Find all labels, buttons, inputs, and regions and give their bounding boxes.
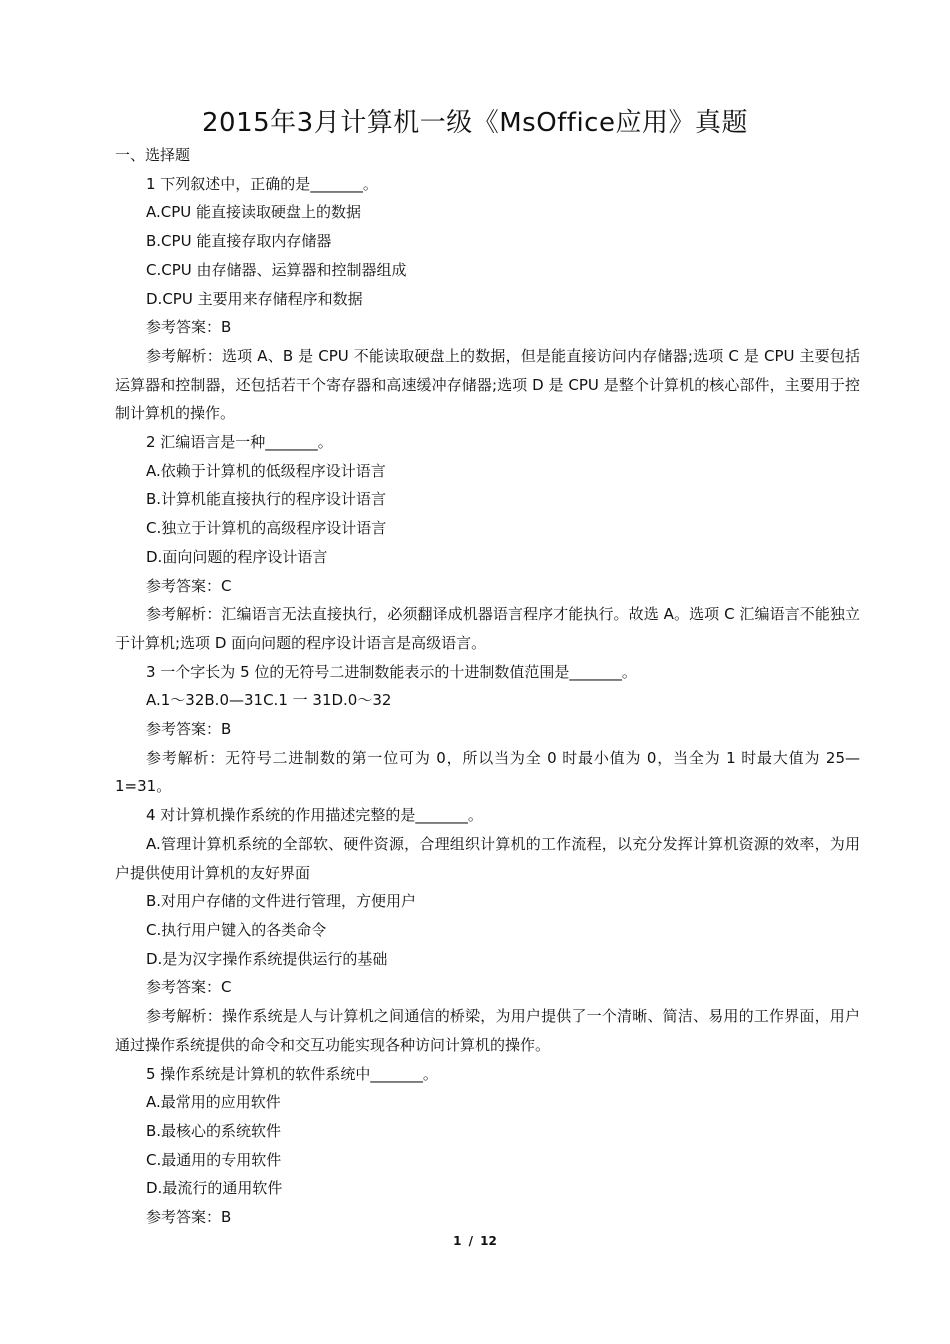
question-2-answer: 参考答案：C [146, 576, 232, 595]
question-2-option-d: D.面向问题的程序设计语言 [146, 547, 328, 566]
question-1-option-c: C.CPU 由存储器、运算器和控制器组成 [146, 260, 407, 279]
question-4-option-a: A.管理计算机系统的全部软、硬件资源，合理组织计算机的工作流程，以充分发挥计算机资源的效率，为用户提供使用计算机的友好界面 [115, 834, 860, 882]
question-4-option-d: D.是为汉字操作系统提供运行的基础 [146, 949, 388, 968]
question-1-option-a: A.CPU 能直接读取硬盘上的数据 [146, 203, 362, 222]
question-2-stem: 2 汇编语言是一种_______。 [146, 433, 333, 452]
document-body [115, 141, 860, 1232]
section-heading: 一、选择题 [115, 146, 191, 164]
question-1-option-d: D.CPU 主要用来存储程序和数据 [146, 289, 363, 308]
question-4-option-b: B.对用户存储的文件进行管理，方便用户 [146, 892, 417, 911]
question-3-answer: 参考答案：B [146, 720, 232, 739]
question-1-stem: 1 下列叙述中，正确的是_______。 [146, 174, 378, 193]
question-3-options: A.1～32B.0—31C.1 一 31D.0～32 [146, 691, 392, 710]
question-3-stem: 3 一个字长为 5 位的无符号二进制数能表示的十进制数值范围是_______。 [146, 662, 637, 681]
question-2-option-c: C.独立于计算机的高级程序设计语言 [146, 519, 387, 538]
question-5-answer: 参考答案：B [146, 1208, 232, 1227]
question-5-option-a: A.最常用的应用软件 [146, 1093, 281, 1112]
question-4-analysis: 参考解析：操作系统是人与计算机之间通信的桥梁，为用户提供了一个清晰、简洁、易用的工作界面，用户通过操作系统提供的命令和交互功能实现各种访问计算机的操作。 [115, 1007, 860, 1054]
question-1-analysis: 参考解析：选项 A、B 是 CPU 不能读取硬盘上的数据，但是能直接访问内存储器;选项 C 是 CPU 主要包括运算器和控制器，还包括若干个寄存器和高速缓冲存储器;选项 D 是 CPU 是整个计算机的核心部件，主要用于控制计算机的操作。 [115, 346, 860, 423]
question-2-analysis: 参考解析：汇编语言无法直接执行，必须翻译成机器语言程序才能执行。故选 A。选项 C 汇编语言不能独立于计算机;选项 D 面向问题的程序设计语言是高级语言。 [115, 605, 860, 652]
page-number: 1 / 12 [453, 1234, 497, 1248]
question-5-stem: 5 操作系统是计算机的软件系统中_______。 [146, 1064, 438, 1083]
question-5-option-c: C.最通用的专用软件 [146, 1150, 282, 1169]
question-4-stem: 4 对计算机操作系统的作用描述完整的是_______。 [146, 806, 483, 825]
document-title: 2015年3月计算机一级《MsOffice应用》真题 [202, 108, 748, 139]
question-5-option-d: D.最流行的通用软件 [146, 1179, 283, 1198]
question-1-answer: 参考答案：B [146, 318, 232, 337]
question-3-analysis: 参考解析：无符号二进制数的第一位可为 0，所以当为全 0 时最小值为 0，当全为 1 时最大值为 25—1=31。 [115, 748, 860, 796]
question-1-option-b: B.CPU 能直接存取内存储器 [146, 232, 332, 251]
question-5-option-b: B.最核心的系统软件 [146, 1121, 282, 1140]
question-2-option-a: A.依赖于计算机的低级程序设计语言 [146, 461, 386, 480]
question-4-option-c: C.执行用户键入的各类命令 [146, 920, 327, 939]
question-2-option-b: B.计算机能直接执行的程序设计语言 [146, 490, 387, 509]
question-4-answer: 参考答案：C [146, 978, 232, 997]
